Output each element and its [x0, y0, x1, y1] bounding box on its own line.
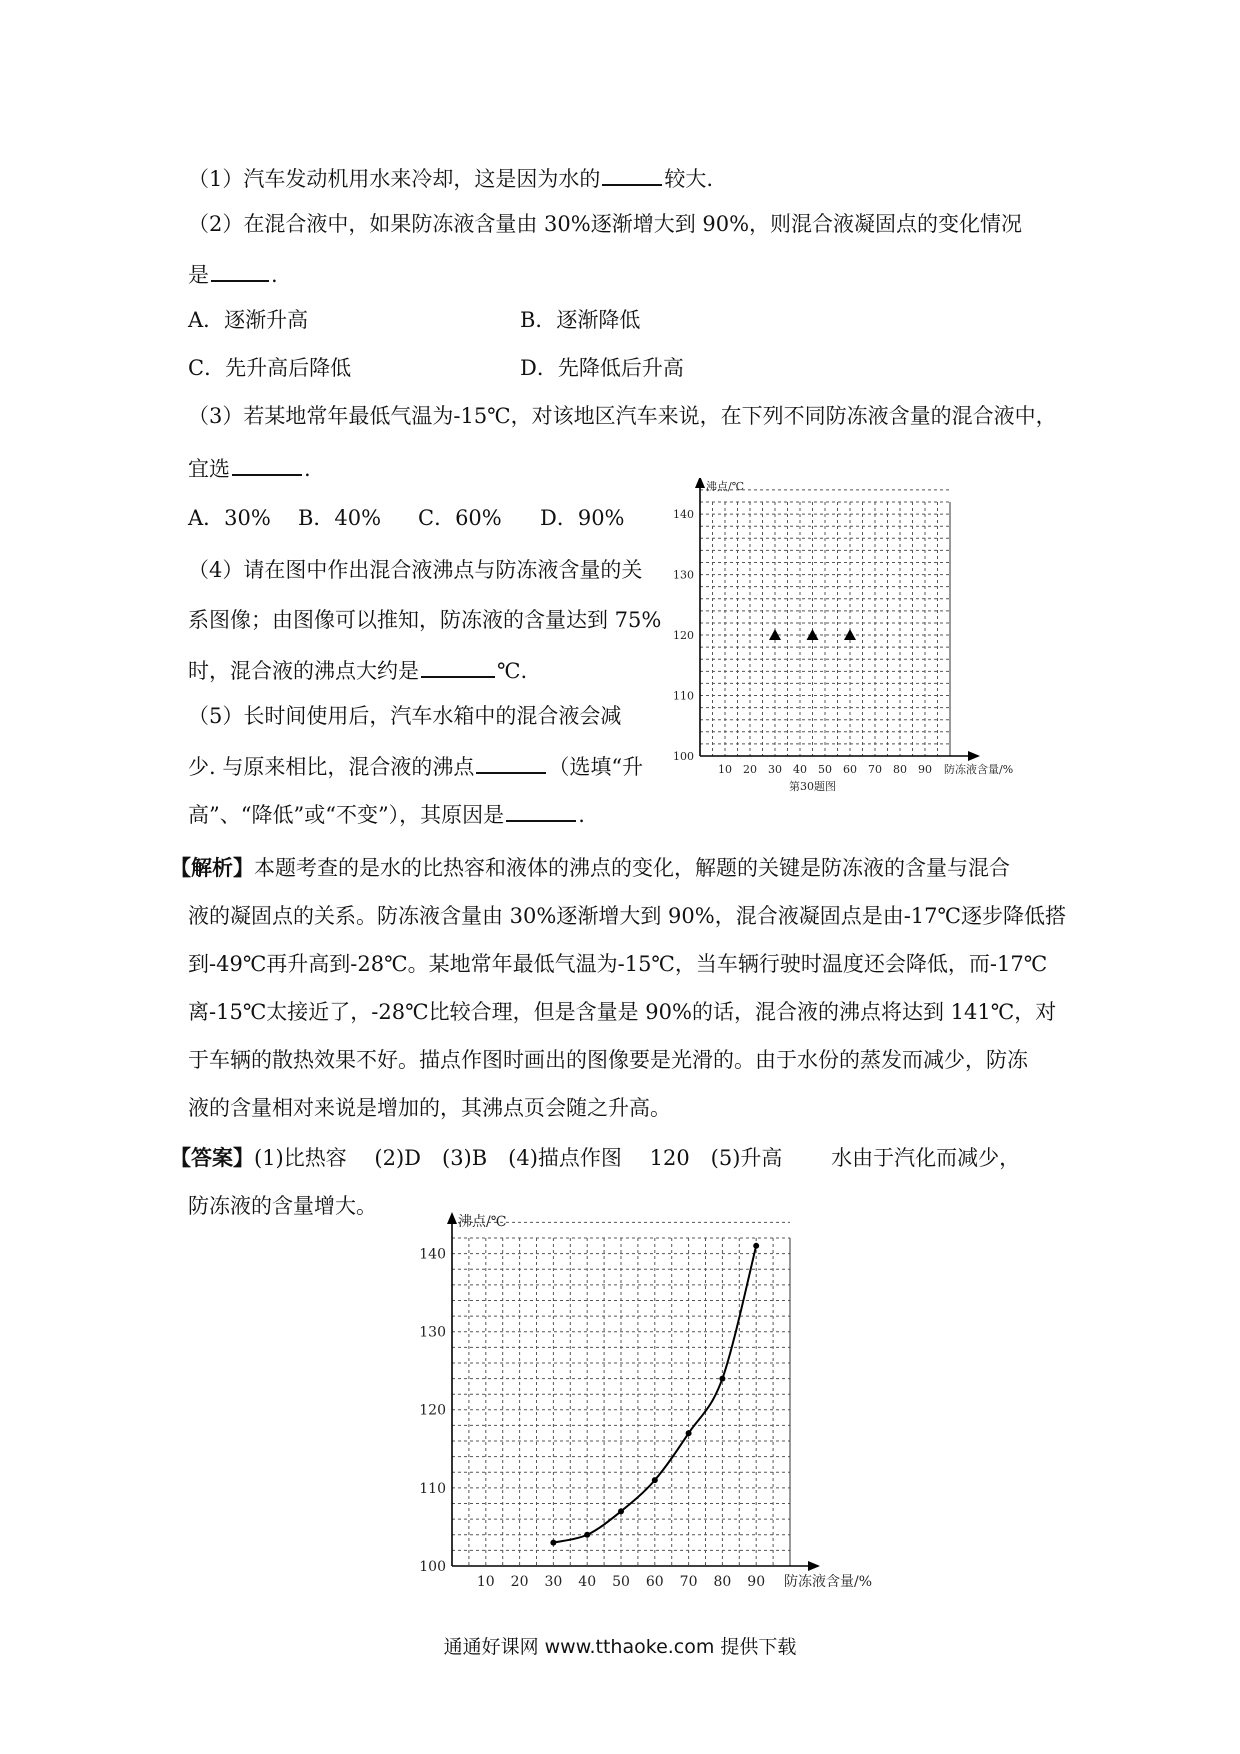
- chart-grid: [700, 490, 950, 756]
- question-5-cont: [188, 750, 643, 781]
- question-5: （5）长时间使用后，汽车水箱中的混合液会减: [188, 704, 622, 728]
- x-tick-label: 60: [843, 763, 857, 776]
- x-axis-label: 防冻液含量/%: [944, 763, 1014, 776]
- y-tick-label: 130: [673, 568, 694, 582]
- x-tick-label: 20: [510, 1574, 529, 1590]
- x-tick-label: 50: [818, 763, 832, 776]
- option-d: D．90%: [540, 506, 625, 530]
- question-2: （2）在混合液中，如果防冻液含量由 30%逐渐增大到 90%，则混合液凝固点的变化情况: [188, 212, 1023, 236]
- x-tick-label: 10: [476, 1574, 495, 1590]
- question-1: [188, 162, 713, 193]
- x-tick-label: 50: [612, 1574, 630, 1590]
- data-point: [550, 1540, 556, 1546]
- option-a: A．30%: [188, 506, 271, 530]
- question-4-cont2: [188, 654, 527, 685]
- question-4-cont: 系图像；由图像可以推知，防冻液的含量达到 75%: [188, 608, 662, 632]
- y-tick-label: 110: [673, 689, 694, 703]
- analysis-line-4: 离-15℃太接近了，-28℃比较合理，但是含量是 90%的话，混合液的沸点将达到 141℃，对: [188, 1000, 1057, 1024]
- data-point: [652, 1477, 658, 1483]
- chart-grid: [452, 1222, 790, 1566]
- q2-text: 是: [188, 263, 209, 287]
- x-tick-label: 30: [768, 763, 782, 776]
- q3-text: 宜选: [188, 457, 230, 481]
- x-tick-label: 90: [918, 763, 932, 776]
- x-tick-label: 70: [679, 1574, 698, 1590]
- triangle-point: [807, 629, 819, 640]
- analysis-label: 【解析】: [170, 855, 254, 880]
- q4-text-end: ℃.: [497, 659, 528, 683]
- q5-text-mid: （选填“升: [548, 755, 644, 779]
- x-tick-label: 40: [793, 763, 807, 776]
- x-tick-label: 30: [544, 1574, 563, 1590]
- x-axis-label: 防冻液含量/%: [784, 1574, 873, 1590]
- option-b: B．逐渐降低: [520, 308, 641, 332]
- y-tick-label: 140: [419, 1246, 446, 1263]
- chart-axes: [419, 1212, 872, 1590]
- footer: 通通好课网 www.tthaoke.com 提供下载: [443, 1636, 797, 1658]
- answer-blank[interactable]: [232, 452, 302, 476]
- y-axis-label: 沸点/℃: [458, 1214, 507, 1230]
- analysis-text: 本题考查的是水的比热容和液体的沸点的变化，解题的关键是防冻液的含量与混合: [254, 856, 1010, 880]
- data-point: [719, 1376, 725, 1382]
- option-a: A．逐渐升高: [188, 308, 309, 332]
- x-axis-arrow: [968, 751, 980, 761]
- answer-line-2: 防冻液的含量增大。: [188, 1194, 377, 1218]
- question-2-cont: [188, 258, 278, 289]
- x-tick-label: 80: [893, 763, 907, 776]
- analysis-line-2: 液的凝固点的关系。防冻液含量由 30%逐渐增大到 90%，混合液凝固点是由-17℃逐步降低搭: [188, 904, 1067, 928]
- answer-text: (1)比热容 (2)D (3)B (4)描点作图 120 (5)升高 水由于汽化而减少，: [254, 1146, 1021, 1170]
- chart-marks: [769, 629, 856, 640]
- q3-text-end: .: [304, 457, 311, 481]
- x-tick-label: 70: [868, 763, 882, 776]
- analysis-line-3: 到-49℃再升高到-28℃。某地常年最低气温为-15℃，当车辆行驶时温度还会降低，而-17℃: [188, 952, 1048, 976]
- option-b: B．40%: [298, 506, 382, 530]
- answer-label: 【答案】: [170, 1145, 254, 1170]
- option-d: D．先降低后升高: [520, 356, 684, 380]
- x-axis-arrow: [808, 1561, 820, 1571]
- x-tick-label: 20: [743, 763, 757, 776]
- q5-text2: 高”、“降低”或“不变”），其原因是: [188, 803, 505, 827]
- analysis-line-5: 于车辆的散热效果不好。描点作图时画出的图像要是光滑的。由于水份的蒸发而减少，防冻: [188, 1048, 1028, 1072]
- data-point: [753, 1243, 759, 1249]
- answer-blank[interactable]: [211, 258, 269, 282]
- answer-blank[interactable]: [476, 750, 546, 774]
- y-tick-label: 110: [419, 1480, 446, 1497]
- question-chart: [668, 478, 1050, 812]
- option-c: C．60%: [418, 506, 502, 530]
- analysis-line-6: 液的含量相对来说是增加的，其沸点页会随之升高。: [188, 1096, 671, 1120]
- q2-text-end: .: [271, 263, 278, 287]
- y-tick-label: 120: [673, 628, 694, 642]
- q5-text-end: .: [578, 803, 585, 827]
- y-tick-label: 140: [673, 507, 694, 521]
- data-point: [686, 1430, 692, 1436]
- x-tick-label: 10: [718, 763, 732, 776]
- answer-blank[interactable]: [602, 162, 662, 186]
- question-3: （3）若某地常年最低气温为-15℃，对该地区汽车来说，在下列不同防冻液含量的混合液中，: [188, 404, 1057, 428]
- answer-blank[interactable]: [421, 654, 495, 678]
- y-axis-arrow: [695, 478, 705, 488]
- question-4: （4）请在图中作出混合液沸点与防冻液含量的关: [188, 558, 643, 582]
- x-tick-label: 90: [747, 1574, 766, 1590]
- answer-line-1: [170, 1144, 1020, 1172]
- y-tick-label: 100: [419, 1558, 446, 1575]
- q4-text: 时，混合液的沸点大约是: [188, 659, 419, 683]
- answer-chart: [408, 1196, 888, 1614]
- answer-blank[interactable]: [506, 798, 576, 822]
- y-axis-arrow: [447, 1212, 457, 1224]
- q5-text: 少. 与原来相比，混合液的沸点: [188, 755, 475, 779]
- triangle-point: [844, 629, 856, 640]
- option-c: C．先升高后降低: [188, 356, 352, 380]
- x-tick-label: 80: [713, 1574, 732, 1590]
- q1-text-end: 较大.: [664, 167, 714, 191]
- x-tick-label: 60: [645, 1574, 664, 1590]
- q1-text: （1）汽车发动机用水来冷却，这是因为水的: [188, 167, 601, 191]
- y-axis-label: 沸点/℃: [706, 480, 745, 493]
- chart-caption: 第30题图: [789, 780, 836, 793]
- triangle-point: [769, 629, 781, 640]
- data-point: [584, 1532, 590, 1538]
- x-tick-label: 40: [578, 1574, 597, 1590]
- question-3-cont: [188, 452, 311, 483]
- question-5-cont2: [188, 798, 585, 829]
- analysis-line-1: [170, 854, 1010, 882]
- y-tick-label: 130: [419, 1324, 446, 1341]
- y-tick-label: 120: [419, 1402, 446, 1419]
- y-tick-label: 100: [673, 749, 694, 763]
- data-point: [618, 1508, 624, 1514]
